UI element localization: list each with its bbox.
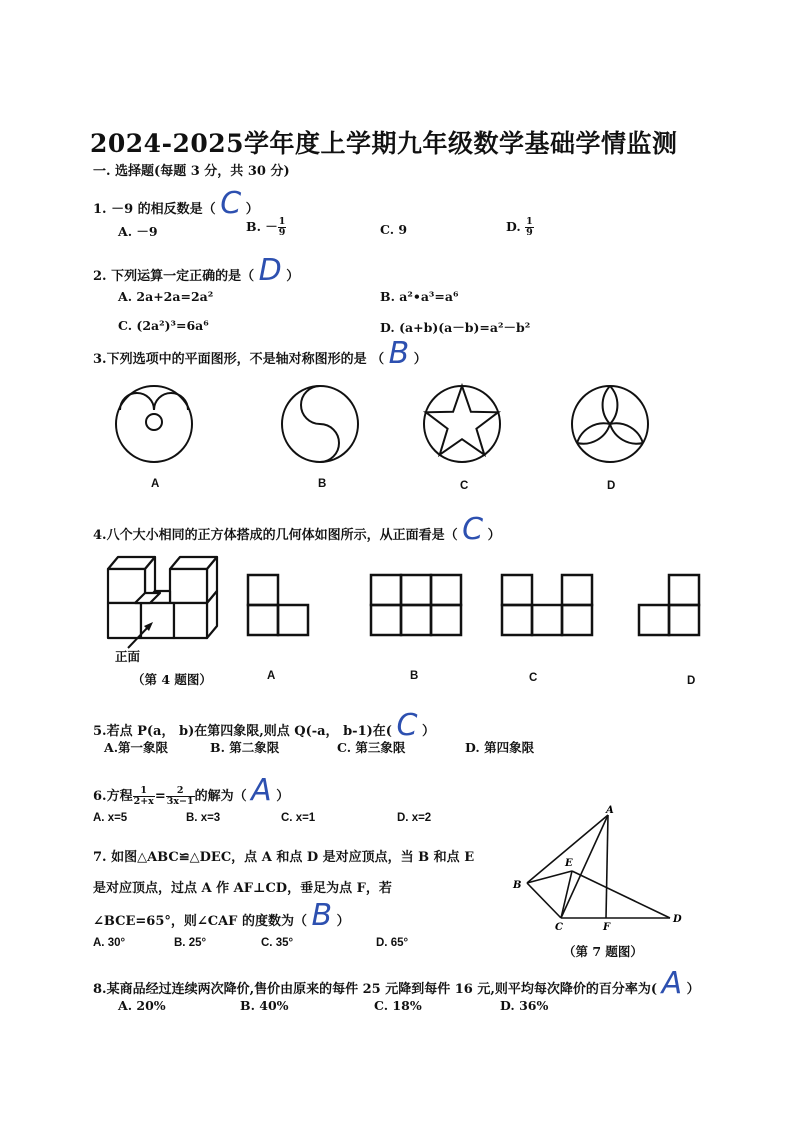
q3-figure-a	[110, 380, 200, 470]
q6-close: ）	[276, 789, 290, 804]
q7-option-b: B. 25°	[174, 937, 207, 949]
q1-option-a: A. －9	[118, 224, 158, 239]
q4-figure-b	[368, 572, 463, 642]
q4-handwritten-answer: C	[462, 512, 484, 547]
q4-label-d: D	[687, 675, 696, 687]
frac-num: 1	[526, 216, 533, 227]
q1-option-d-fraction	[525, 217, 534, 238]
section-heading: 一. 选择题(每题 3 分，共 30 分)	[93, 164, 290, 179]
q3-stem-text: 3.下列选项中的平面图形，不是轴对称图形的是 （	[93, 352, 385, 367]
q3-handwritten-answer: B	[388, 336, 410, 371]
q7-handwritten-answer: B	[311, 898, 333, 933]
q4-cube-figure	[100, 553, 230, 658]
q2-option-b: B. a²•a³=a⁶	[380, 289, 459, 304]
q2-stem-text: 2. 下列运算一定正确的是（	[93, 269, 255, 284]
q3-stem	[93, 336, 427, 371]
q6-stem: 6.方程 $\frac{1}{2+x}$ = $\frac{2}{3x-1}$ 的解为（ A ）	[93, 773, 290, 808]
q4-label-b: B	[410, 670, 419, 682]
q8-option-d: D. 36%	[500, 998, 549, 1013]
q3-label-a: A	[151, 478, 160, 490]
q2-option-c: C. (2a²)³=6a⁶	[118, 318, 209, 333]
q8-option-a: A. 20%	[118, 998, 166, 1013]
q1-stem	[93, 186, 259, 221]
q7-line1: 7. 如图△ABC≌△DEC，点 A 和点 D 是对应顶点，当 B 和点 E	[93, 850, 475, 865]
q4-front-label: 正面	[115, 649, 141, 664]
q7-point-d: D	[673, 914, 682, 925]
q5-stem-text: 5.若点 P(a， b)在第四象限,则点 Q(-a， b-1)在(	[93, 724, 392, 739]
q6-lhs-fraction	[133, 786, 155, 807]
q8-option-c: C. 18%	[374, 998, 422, 1013]
q4-figure-c	[499, 572, 594, 642]
page-title: 2024-2025学年度上学期九年级数学基础学情监测	[90, 129, 678, 158]
q7-point-a: A	[606, 805, 614, 816]
q5-close: ）	[421, 724, 435, 739]
q2-option-d: D. (a+b)(a－b)=a²－b²	[380, 320, 531, 335]
q7-line2: 是对应顶点，过点 A 作 AF⊥CD，垂足为点 F，若	[93, 881, 392, 896]
q7-point-f: F	[603, 922, 611, 933]
q4-close: ）	[487, 528, 501, 543]
frac-den: 9	[278, 227, 286, 238]
q6-option-c: C. x=1	[281, 812, 316, 824]
q6-stem-post: 的解为（	[194, 789, 247, 804]
q1-option-b-text: B. －	[246, 219, 278, 234]
q7-point-e: E	[565, 858, 573, 869]
q7-point-c: C	[555, 922, 563, 933]
q8-stem-text: 8.某商品经过连续两次降价,售价由原来的每件 25 元降到每件 16 元,则平均每次降价的百分率为(	[93, 982, 658, 997]
q4-figure-a	[245, 572, 315, 642]
q7-line3-wrap	[93, 898, 350, 933]
q1-option-b	[246, 217, 286, 238]
q2-close: ）	[286, 269, 300, 284]
q6-option-b: B. x=3	[186, 812, 221, 824]
q5-option-d: D. 第四象限	[465, 740, 535, 755]
q6-option-d: D. x=2	[397, 812, 432, 824]
frac-den: 2+x	[133, 796, 154, 807]
q3-label-d: D	[607, 480, 616, 492]
q4-figure-d	[636, 572, 706, 642]
q5-option-a: A.第一象限	[104, 740, 169, 755]
q8-close: ）	[686, 982, 700, 997]
q7-option-c: C. 35°	[261, 937, 294, 949]
q3-label-b: B	[318, 478, 327, 490]
q3-figure-d	[566, 380, 656, 470]
q8-stem	[93, 966, 700, 1001]
q1-option-c: C. 9	[380, 222, 408, 237]
q7-caption: （第 7 题图）	[563, 944, 643, 959]
frac-num: 2	[166, 786, 195, 797]
q1-option-d	[506, 217, 534, 238]
q8-option-b: B. 40%	[240, 998, 289, 1013]
frac-num: 1	[278, 216, 286, 227]
q6-rhs-fraction	[166, 786, 195, 807]
q4-label-a: A	[267, 670, 276, 682]
q4-caption: （第 4 题图）	[132, 672, 212, 687]
q1-option-b-fraction	[278, 217, 287, 238]
frac-den: 3x−1	[166, 796, 194, 807]
q7-line3: ∠BCE=65°，则∠CAF 的度数为（	[93, 914, 307, 929]
q5-option-b: B. 第二象限	[210, 740, 280, 755]
q7-option-d: D. 65°	[376, 937, 409, 949]
q4-stem	[93, 512, 501, 547]
q2-handwritten-answer: D	[258, 253, 282, 288]
q7-triangle-figure	[505, 805, 690, 933]
q1-close: ）	[245, 202, 259, 217]
q6-stem-pre: 6.方程	[93, 789, 133, 804]
q2-option-a: A. 2a+2a=2a²	[118, 289, 214, 304]
q7-close: ）	[336, 914, 350, 929]
q2-stem	[93, 253, 299, 288]
q4-stem-text: 4.八个大小相同的正方体搭成的几何体如图所示，从正面看是（	[93, 528, 458, 543]
q5-option-c: C. 第三象限	[337, 740, 406, 755]
frac-num: 1	[133, 786, 155, 797]
q5-handwritten-answer: C	[396, 708, 418, 743]
q6-handwritten-answer: A	[251, 773, 272, 808]
q1-stem-text: 1. －9 的相反数是（	[93, 202, 216, 217]
q4-label-c: C	[529, 672, 538, 684]
q3-figure-b	[276, 380, 366, 470]
frac-den: 9	[526, 227, 533, 238]
q7-point-b: B	[513, 880, 522, 891]
q3-label-c: C	[460, 480, 469, 492]
q1-handwritten-answer: C	[220, 186, 242, 221]
q8-handwritten-answer: A	[661, 966, 683, 1001]
q1-option-d-text: D.	[506, 219, 526, 234]
q6-option-a: A. x=5	[93, 812, 128, 824]
q3-close: ）	[413, 352, 427, 367]
q7-option-a: A. 30°	[93, 937, 126, 949]
q3-figure-c	[418, 378, 508, 468]
